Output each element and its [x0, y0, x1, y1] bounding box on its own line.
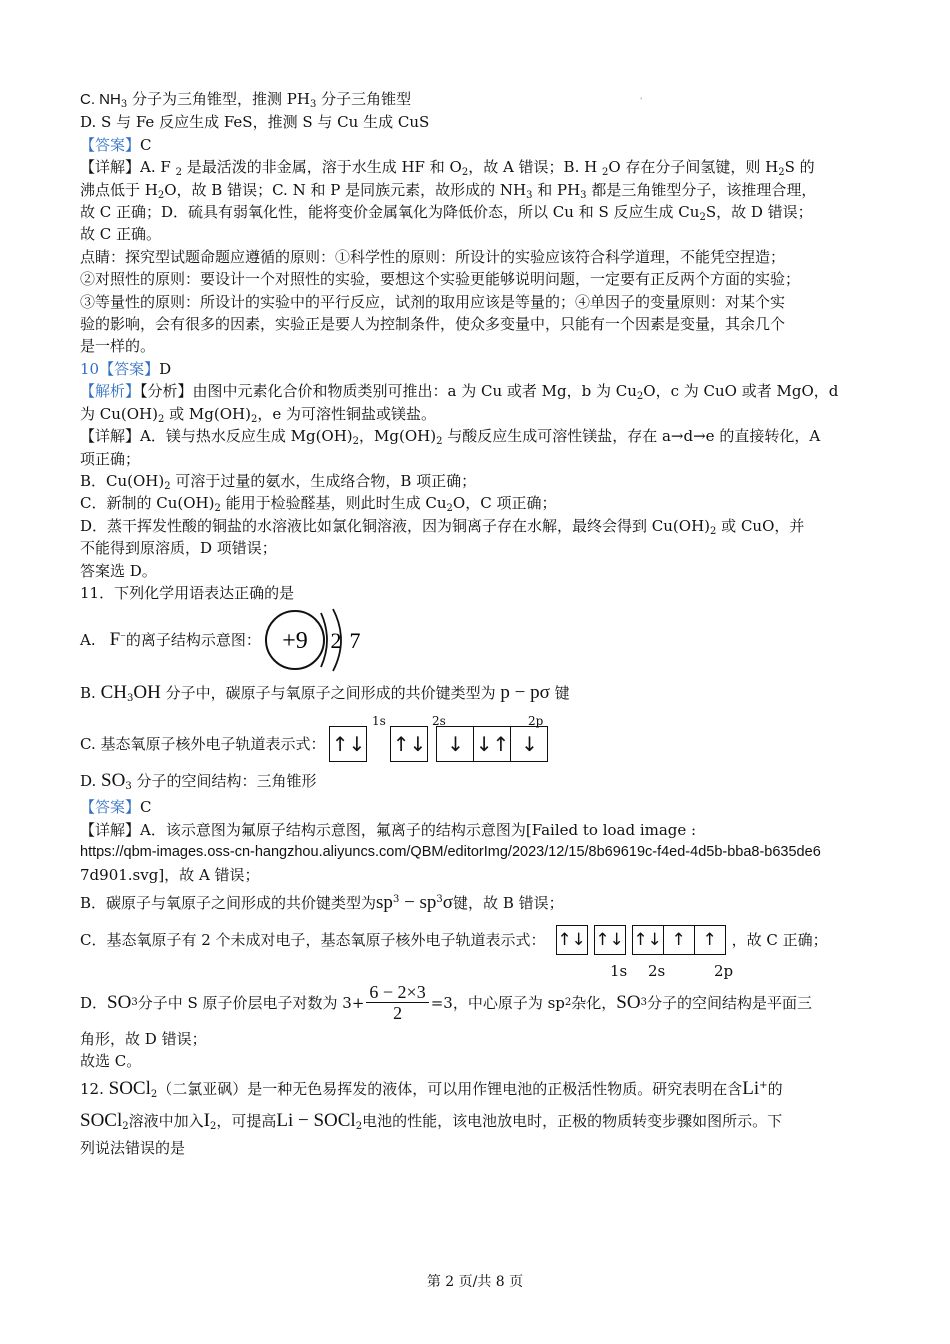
- q9-tip-line: ③等量性的原则：所设计的实验中的平行反应，试剂的取用应该是等量的；④单因子的变量原则：对某个实: [80, 292, 786, 311]
- q9-detail-line: 【详解】A. F $_2$ 是最活泼的非金属，溶于水生成 HF 和 $O_2$，故 A 错误；B. H $_2$O 存在分子间氢键，则 $H_2S$ 的: [80, 158, 815, 179]
- fraction: $\frac{6 - 2\times 3}{2}$: [366, 982, 428, 1023]
- page-body: [80, 88, 880, 1159]
- q12-stem-line: 12. SOCl$_2$（二氯亚砜）是一种无色易挥发的液体，可以用作锂电池的正极活性物质。研究表明在含Li+的: [80, 1077, 783, 1100]
- q11-option-d: D. $SO_3$ 分子的空间结构：三角锥形: [80, 770, 317, 793]
- q11-option-b: B. $CH_3OH$ 分子中，碳原子与氧原子之间形成的共价键类型为 p − pσ 键: [80, 682, 570, 705]
- stray-mark: ˈ: [640, 97, 643, 106]
- q10-answer: 10【答案】D: [80, 359, 172, 378]
- q11-detail-url: https://qbm-images.oss-cn-hangzhou.aliyuncs.com/QBM/editorImg/2023/12/15/8b69619c-f4ed-4d5b-bba8-b635de6: [80, 844, 821, 861]
- q9-detail-line: 故 C 正确；D．硫具有弱氧化性，能将变价金属氧化为降低价态，所以 Cu 和 S 反应生成 $Cu_2S$，故 D 错误；: [80, 203, 813, 224]
- shell-2-electrons: 7: [349, 628, 361, 654]
- q9-tip-line: 是一样的。: [80, 337, 156, 356]
- q11-stem: 11．下列化学用语表达正确的是: [80, 583, 295, 602]
- q11-detail-c: C．基态氧原子有 2 个未成对电子，基态氧原子核外电子轨道表示式： ↑↓ ↑↓ ↑↓ ↑ ↑ ，故 C 正确； 1s 2s 2p: [80, 920, 880, 978]
- q10-detail-line: D．蒸干挥发性酸的铜盐的水溶液比如氯化铜溶液，因为铜离子存在水解，最终会得到 $Cu(OH)_2$ 或 CuO，并: [80, 516, 805, 537]
- shell-1-electrons: 2: [330, 628, 342, 654]
- q11-detail-line: 7d901.svg]，故 A 错误；: [80, 865, 260, 884]
- q10-detail-line: B．$Cu(OH)_2$ 可溶于过量的氨水，生成络合物，B 项正确；: [80, 471, 477, 492]
- orbital-2p: ↑↓ ↑ ↑: [632, 925, 726, 955]
- orbital-2s: ↑↓: [390, 726, 428, 762]
- orbital-2s: ↑↓: [594, 925, 626, 955]
- q11-detail-line: 【详解】A．该示意图为氟原子结构示意图，氟离子的结构示意图为[Failed to load image :: [80, 820, 697, 839]
- q11-detail-line: B．碳原子与氧原子之间形成的共价键类型为$sp^3 - sp^3\sigma$键，故 B 错误；: [80, 891, 564, 913]
- q9-detail-line: 故 C 正确。: [80, 225, 162, 244]
- q11-option-a: A. F− 的离子结构示意图： +9 2 7: [80, 604, 880, 676]
- q10-detail-line: 项正确；: [80, 449, 141, 468]
- fluoride-ion-symbol: F−: [109, 629, 126, 651]
- q10-final: 答案选 D。: [80, 561, 157, 580]
- q9-option-d: D. S 与 Fe 反应生成 FeS，推测 S 与 Cu 生成 CuS: [80, 113, 430, 132]
- q10-detail-line: C．新制的 $Cu(OH)_2$ 能用于检验醛基，则此时生成 $Cu_2O$，C 项正确；: [80, 494, 557, 515]
- ion-structure-diagram: [263, 605, 373, 675]
- q9-tip-line: 点睛：探究型试题命题应遵循的原则：①科学性的原则：所设计的实验应该符合科学道理，不能凭空捏造；: [80, 247, 786, 266]
- q11-answer: 【答案】C: [80, 798, 152, 817]
- q11-detail-line: 角形，故 D 错误；: [80, 1029, 207, 1048]
- q10-detail-line: 不能得到原溶质，D 项错误；: [80, 539, 277, 558]
- q11-option-c: 1s 2s 2p C. 基态氧原子核外电子轨道表示式： ↑↓ ↑↓ ↓ ↓↑ ↓: [80, 710, 880, 766]
- q11-detail-d: D． SO 3 分子中 S 原子价层电子对数为 3+ $\frac{6 - 2\times 3}{2}$ =3，中心原子为 sp 2 杂化， SO 3 分子的空间结构是平面三: [80, 982, 812, 1024]
- q9-answer: 【答案】C: [80, 135, 152, 154]
- orbital-1s: ↑↓: [329, 726, 367, 762]
- page-footer: 第 2 页/共 8 页: [426, 1274, 524, 1290]
- orbital-labels: 1s 2s 2p: [372, 714, 544, 729]
- q12-stem-line: 列说法错误的是: [80, 1138, 186, 1157]
- orbital-1s: ↑↓: [556, 925, 588, 955]
- q9-option-c: C. $NH_3$ 分子为三角锥型，推测 $PH_3$ 分子三角锥型: [80, 90, 412, 110]
- orbital-2p: ↓ ↓↑ ↓: [436, 726, 548, 762]
- orbital-labels: 1s 2s 2p: [610, 961, 734, 980]
- q9-detail-line: 沸点低于 $H_2O$，故 B 错误；C. N 和 P 是同族元素，故形成的 $NH_3$ 和 $PH_3$ 都是三角锥型分子，该推理合理，: [80, 180, 817, 201]
- q11-final: 故选 C。: [80, 1052, 142, 1071]
- q10-detail-line: 【详解】A．镁与热水反应生成 $Mg(OH)_2$，$Mg(OH)_2$ 与酸反应生成可溶性镁盐，存在 a→d→e 的直接转化，A: [80, 427, 821, 448]
- q12-stem-line: SOCl$_2$溶液中加入$I_2$，可提高Li − SOCl$_2$电池的性能，该电池放电时，正极的物质转变步骤如图所示。下: [80, 1109, 783, 1132]
- q9-tip-line: 验的影响，会有很多的因素，实验正是要人为控制条件，使众多变量中，只能有一个因素是变量，其余几个: [80, 315, 786, 334]
- q10-analysis-line: 【解析】【分析】由图中元素化合价和物质类别可推出：a 为 Cu 或者 Mg，b 为 $Cu_2O$，c 为 CuO 或者 MgO，d: [80, 382, 839, 403]
- q9-tip-line: ②对照性的原则：要设计一个对照性的实验，要想这个实验更能够说明问题，一定要有正反两个方面的实验；: [80, 270, 801, 289]
- q10-analysis-line: 为 $Cu(OH)_2$ 或 $Mg(OH)_2$，e 为可溶性铜盐或镁盐。: [80, 404, 436, 425]
- nucleus-charge: +9: [282, 628, 308, 655]
